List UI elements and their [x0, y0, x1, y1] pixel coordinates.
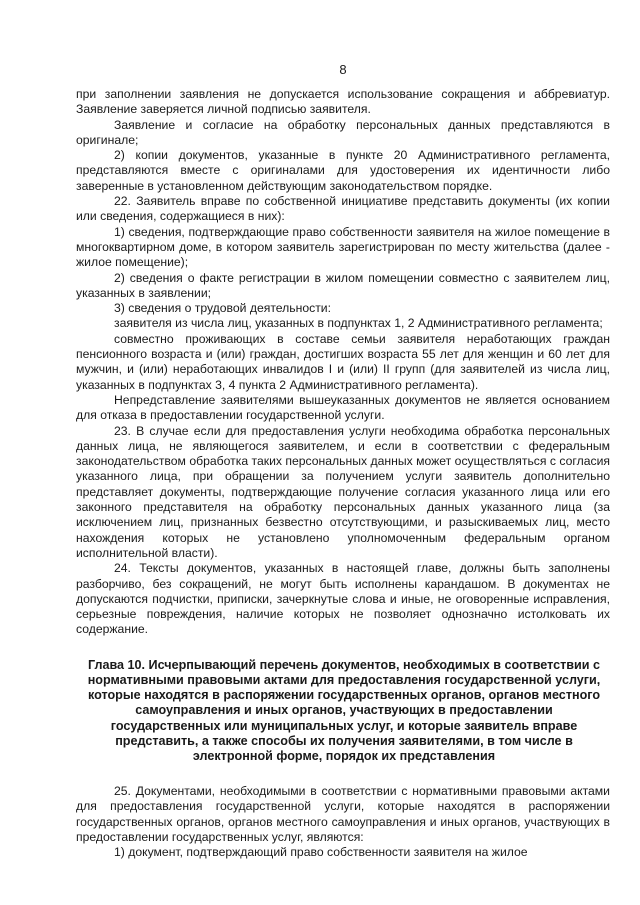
paragraph: заявителя из числа лиц, указанных в подпунктах 1, 2 Административного регламента; [114, 316, 603, 331]
paragraph: 1) сведения, подтверждающие право собственности заявителя на жилое помещение в многоквартирном доме, в котором заявитель зарегистрирован по месту жительства (далее - жилое помещение); [76, 224, 610, 270]
page-number: 8 [339, 62, 347, 77]
paragraph: Непредставление заявителями вышеуказанных документов не является основанием для отказа в предоставлении государственной услуги. [76, 392, 610, 423]
chapter-title: Глава 10. Исчерпывающий перечень документов, необходимых в соответствии с нормативными правовыми актами для предоставления государственной услуги, которые находятся в распоряжении государственных органов, органов местного самоуправления и иных органов, участвующих в предоставлении государственных или муниципальных услуг, и которые заявитель вправе представить, а также способы их получения заявителями, в том числе в электронной форме, порядок их представления [87, 657, 601, 763]
paragraph: 23. В случае если для предоставления услуги необходима обработка персональных данных лица, не являющегося заявителем, и если в соответствии с федеральным законодательством обработка таких персональных данных может осуществляться с согласия указанного лица, при обращении за получением услуги заявитель дополнительно представляет документы, подтверждающие получение согласия указанного лица или его законного представителя на обработку персональных данных указанного лица (за исключением лиц, признанных безвестно отсутствующими, и разыскиваемых лиц, место нахождения которых не установлено уполномоченным федеральным органом исполнительной власти). [76, 423, 610, 560]
paragraph: 22. Заявитель вправе по собственной инициативе представить документы (их копии или сведения, содержащиеся в них): [76, 194, 610, 224]
paragraph: 25. Документами, необходимыми в соответствии с нормативными правовыми актами для предоставления государственной услуги, которые находятся в распоряжении государственных органов, органов местного самоуправления и иных органов, участвующих в предоставлении государственных услуг, являются: [76, 784, 610, 844]
paragraph: 2) сведения о факте регистрации в жилом помещении совместно с заявителем лиц, указанных в заявлении; [76, 270, 610, 300]
paragraph: 2) копии документов, указанные в пункте 20 Административного регламента, представляются вместе с оригиналами для удостоверения их идентичности либо заверенные в установленном действующим законодательством порядке. [76, 148, 610, 193]
paragraph: 24. Тексты документов, указанных в настоящей главе, должны быть заполнены разборчиво, без сокращений, не могут быть исполнены карандашом. В документах не допускаются подчистки, приписки, зачеркнутые слова и иные, не оговоренные исправления, серьезные повреждения, наличие которых не позволяет однозначно истолковать их содержание. [76, 561, 610, 637]
paragraph: при заполнении заявления не допускается использование сокращения и аббревиатур. Заявление заверяется личной подписью заявителя. [76, 87, 610, 117]
paragraph: совместно проживающих в составе семьи заявителя неработающих граждан пенсионного возраста и (или) граждан, достигших возраста 55 лет для женщин и 60 лет для мужчин, и (или) неработающих инвалидов I и (или) II групп (для заявителей из числа лиц, указанных в подпунктах 3, 4 пункта 2 Административного регламента). [76, 331, 610, 392]
paragraph: Заявление и согласие на обработку персональных данных представляются в оригинале; [76, 117, 610, 147]
paragraph: 1) документ, подтверждающий право собственности заявителя на жилое [114, 845, 528, 860]
paragraph: 3) сведения о трудовой деятельности: [114, 301, 331, 316]
